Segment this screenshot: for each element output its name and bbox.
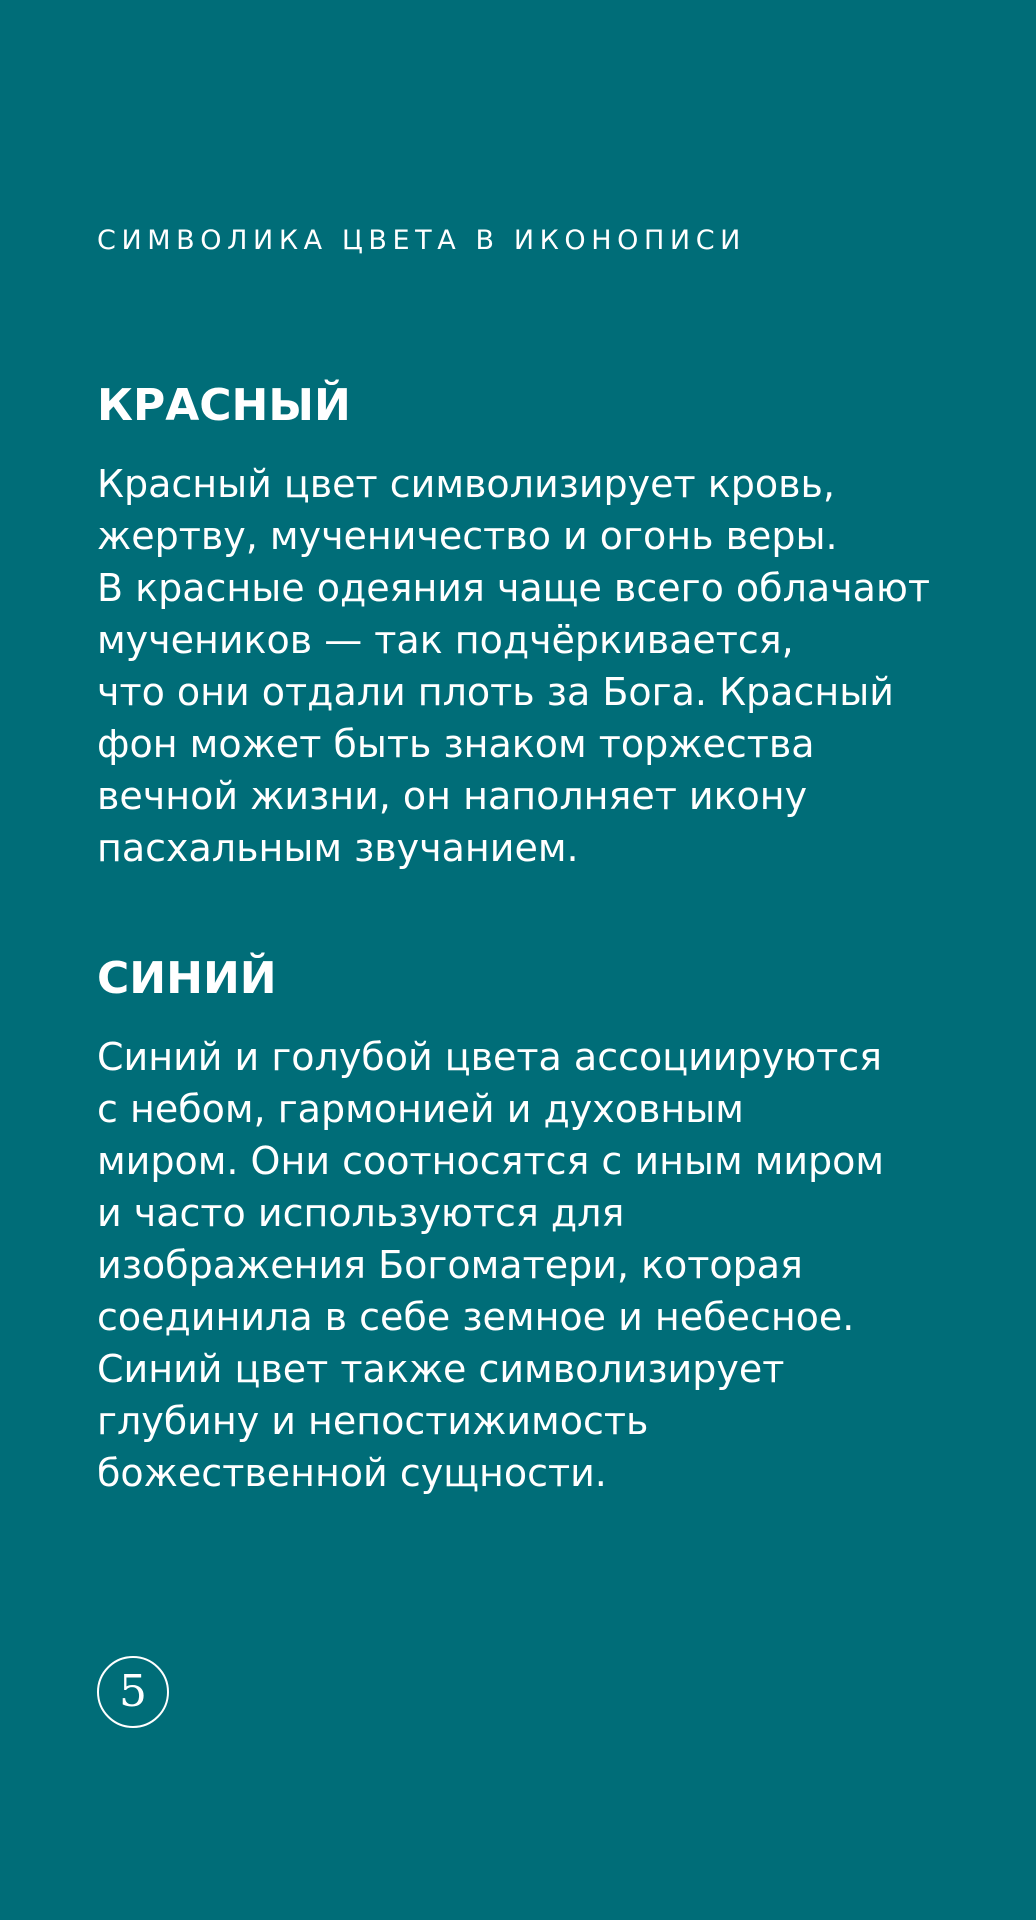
- section-blue-line: изображения Богоматери, которая: [97, 1243, 803, 1287]
- section-red-body: [97, 458, 977, 874]
- section-red-line: мучеников — так подчёркивается,: [97, 618, 794, 662]
- section-red-line: что они отдали плоть за Бога. Красный: [97, 670, 894, 714]
- section-blue-line: Синий и голубой цвета ассоциируются: [97, 1035, 882, 1079]
- section-red-line: жертву, мученичество и огонь веры.: [97, 514, 838, 558]
- section-blue-line: соединила в себе земное и небесное.: [97, 1295, 855, 1339]
- page-number-badge: 5: [97, 1656, 169, 1728]
- section-blue-line: миром. Они соотносятся с иным миром: [97, 1139, 885, 1183]
- section-red-line: пасхальным звучанием.: [97, 826, 579, 870]
- section-blue-line: Синий цвет также символизирует: [97, 1347, 785, 1391]
- section-blue-line: с небом, гармонией и духовным: [97, 1087, 744, 1131]
- section-blue: [97, 953, 977, 1499]
- section-red-line: В красные одеяния чаще всего облачают: [97, 566, 931, 610]
- section-red-line: фон может быть знаком торжества: [97, 722, 815, 766]
- section-red-line: Красный цвет символизирует кровь,: [97, 462, 835, 506]
- slide-eyebrow: СИМВОЛИКА ЦВЕТА В ИКОНОПИСИ: [97, 225, 746, 256]
- section-red: [97, 380, 977, 874]
- section-blue-body: [97, 1031, 977, 1499]
- section-blue-line: и часто используются для: [97, 1191, 625, 1235]
- section-blue-title: СИНИЙ: [97, 953, 277, 1004]
- section-red-line: вечной жизни, он наполняет икону: [97, 774, 808, 818]
- section-blue-line: божественной сущности.: [97, 1451, 607, 1495]
- section-red-title: КРАСНЫЙ: [97, 380, 351, 431]
- section-blue-line: глубину и непостижимость: [97, 1399, 649, 1443]
